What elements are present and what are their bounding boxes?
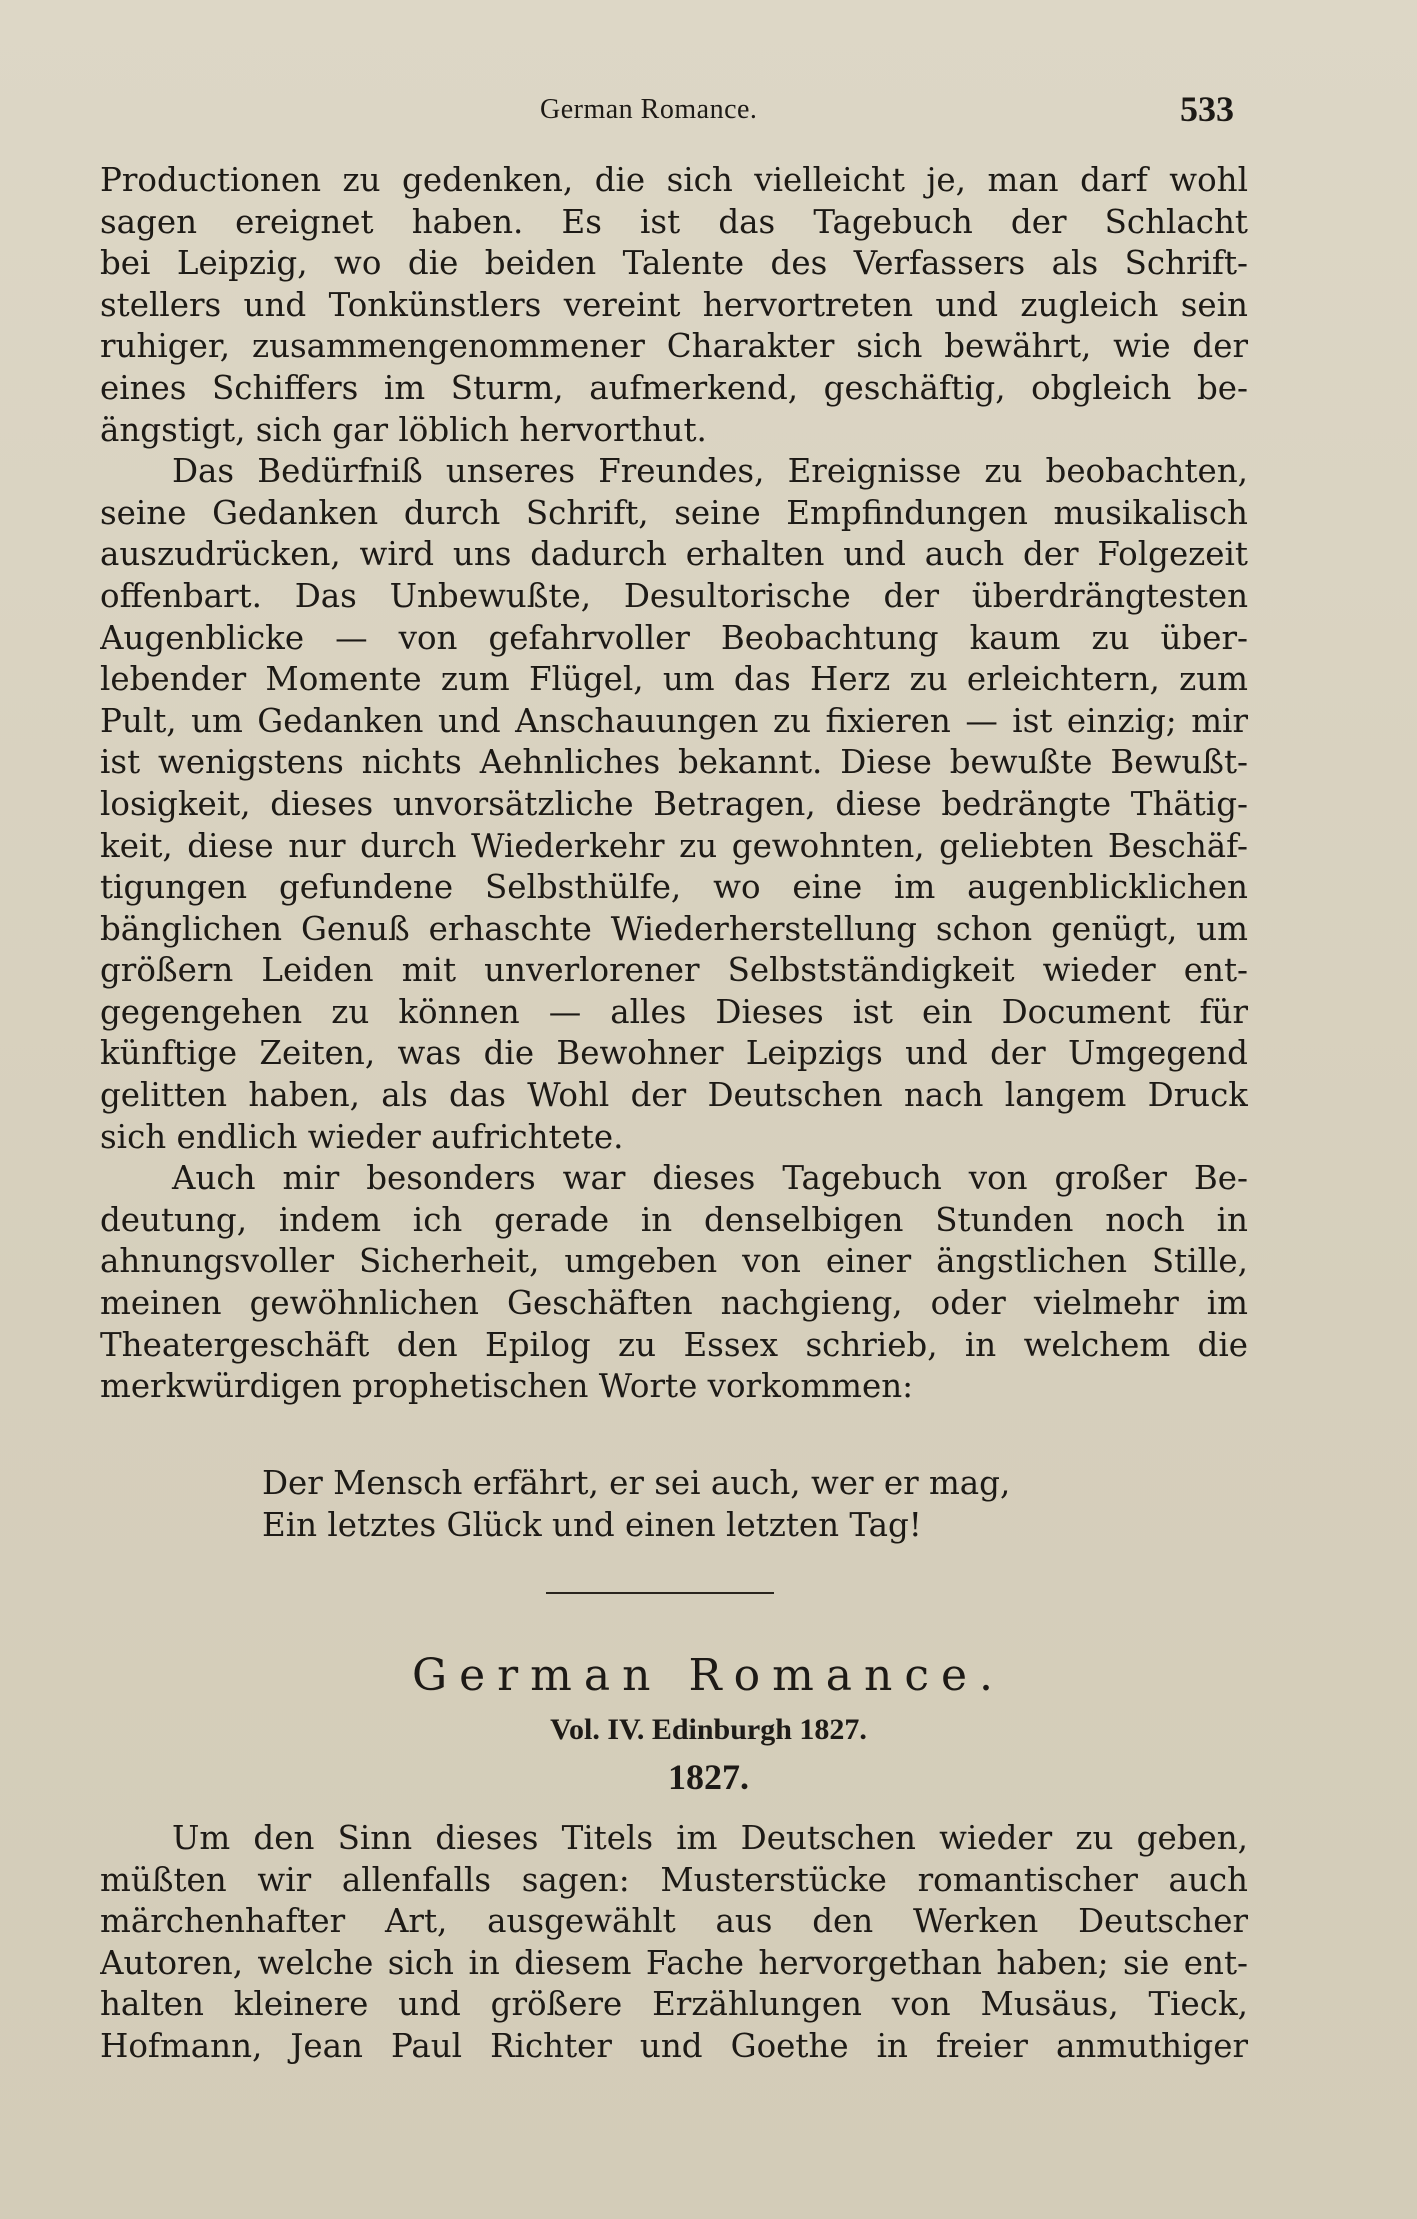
text-line: Autoren, welche sich in diesem Fache hervorgethan haben; sie ent- — [100, 1943, 1248, 1982]
text-line: lebender Momente zum Flügel, um das Herz zu erleichtern, zum — [100, 660, 1248, 699]
text-line: meinen gewöhnlichen Geschäften nachgieng, oder vielmehr im — [100, 1284, 1248, 1323]
text-line: größern Leiden mit unverlorener Selbstständigkeit wieder ent- — [100, 951, 1248, 990]
text-line: tigungen gefundene Selbsthülfe, wo eine im augenblicklichen — [100, 868, 1248, 907]
text-line: ruhiger, zusammengenommener Charakter sich bewährt, wie der — [100, 327, 1248, 366]
text-line: Hofmann, Jean Paul Richter und Goethe in freier anmuthiger — [100, 2026, 1248, 2065]
section-subtitle: Vol. IV. Edinburgh 1827. — [550, 1713, 867, 1746]
text-line: deutung, indem ich gerade in denselbigen Stunden noch in — [100, 1200, 1248, 1239]
page-number: 533 — [1180, 89, 1234, 129]
text-line: märchenhafter Art, ausgewählt aus den Werken Deutscher — [100, 1902, 1248, 1941]
text-line: halten kleinere und größere Erzählungen von Musäus, Tieck, — [100, 1985, 1248, 2024]
text-line: Um den Sinn dieses Titels im Deutschen wieder zu geben, — [172, 1819, 1248, 1857]
verse-line: Der Mensch erfährt, er sei auch, wer er mag, — [262, 1464, 1011, 1502]
text-line: ängstigt, sich gar löblich hervorthut. — [100, 410, 707, 449]
section-body-text — [100, 1818, 1248, 2068]
text-line: seine Gedanken durch Schrift, seine Empfindungen musikalisch — [100, 493, 1248, 532]
text-line: gegengehen zu können — alles Dieses ist ein Document für — [100, 992, 1248, 1031]
text-line: müßten wir allenfalls sagen: Musterstücke romantischer auch — [100, 1860, 1248, 1899]
section-year: 1827. — [668, 1757, 749, 1797]
text-line: Pult, um Gedanken und Anschauungen zu fixieren — ist einzig; mir — [100, 701, 1248, 740]
text-line: künftige Zeiten, was die Bewohner Leipzigs und der Umgegend — [100, 1034, 1248, 1073]
text-line: offenbart. Das Unbewußte, Desultorische der überdrängtesten — [100, 576, 1248, 615]
verse-line: Ein letztes Glück und einen letzten Tag! — [262, 1505, 922, 1544]
text-line: gelitten haben, als das Wohl der Deutschen nach langem Druck — [100, 1076, 1248, 1115]
text-line: bei Leipzig, wo die beiden Talente des Verfassers als Schrift- — [100, 244, 1248, 283]
text-line: bänglichen Genuß erhaschte Wiederherstellung schon genügt, um — [100, 909, 1248, 948]
paragraph-2 — [100, 451, 1248, 1158]
body-text — [100, 160, 1248, 1408]
paragraph-3 — [100, 1158, 1248, 1408]
text-line: ahnungsvoller Sicherheit, umgeben von einer ängstlichen Stille, — [100, 1242, 1248, 1281]
running-head — [0, 88, 1417, 138]
text-line: Productionen zu gedenken, die sich vielleicht je, man darf wohl — [100, 161, 1248, 199]
text-line: keit, diese nur durch Wiederkehr zu gewohnten, geliebten Beschäf- — [100, 826, 1248, 865]
text-line: sagen ereignet haben. Es ist das Tagebuch der Schlacht — [100, 202, 1248, 241]
section-title: German Romance. — [411, 1650, 1006, 1701]
paragraph-1 — [100, 160, 1248, 451]
text-line: stellers und Tonkünstlers vereint hervortreten und zugleich sein — [100, 285, 1248, 324]
text-line: losigkeit, dieses unvorsätzliche Betragen, diese bedrängte Thätig- — [100, 784, 1248, 823]
text-line: merkwürdigen prophetischen Worte vorkommen: — [100, 1367, 914, 1406]
verse-quote — [262, 1463, 1042, 1546]
text-line: Das Bedürfniß unseres Freundes, Ereignisse zu beobachten, — [172, 452, 1248, 491]
text-line: Augenblicke — von gefahrvoller Beobachtung kaum zu über- — [100, 618, 1248, 657]
text-line: sich endlich wieder aufrichtete. — [100, 1117, 624, 1156]
text-line: auszudrücken, wird uns dadurch erhalten und auch der Folgezeit — [100, 535, 1248, 574]
text-line: ist wenigstens nichts Aehnliches bekannt. Diese bewußte Bewußt- — [100, 743, 1248, 782]
text-line: eines Schiffers im Sturm, aufmerkend, geschäftig, obgleich be- — [100, 368, 1248, 407]
section-divider — [546, 1592, 774, 1594]
running-title: German Romance. — [540, 94, 758, 125]
text-line: Auch mir besonders war dieses Tagebuch von großer Be- — [172, 1159, 1248, 1198]
text-line: Theatergeschäft den Epilog zu Essex schrieb, in welchem die — [100, 1325, 1248, 1364]
